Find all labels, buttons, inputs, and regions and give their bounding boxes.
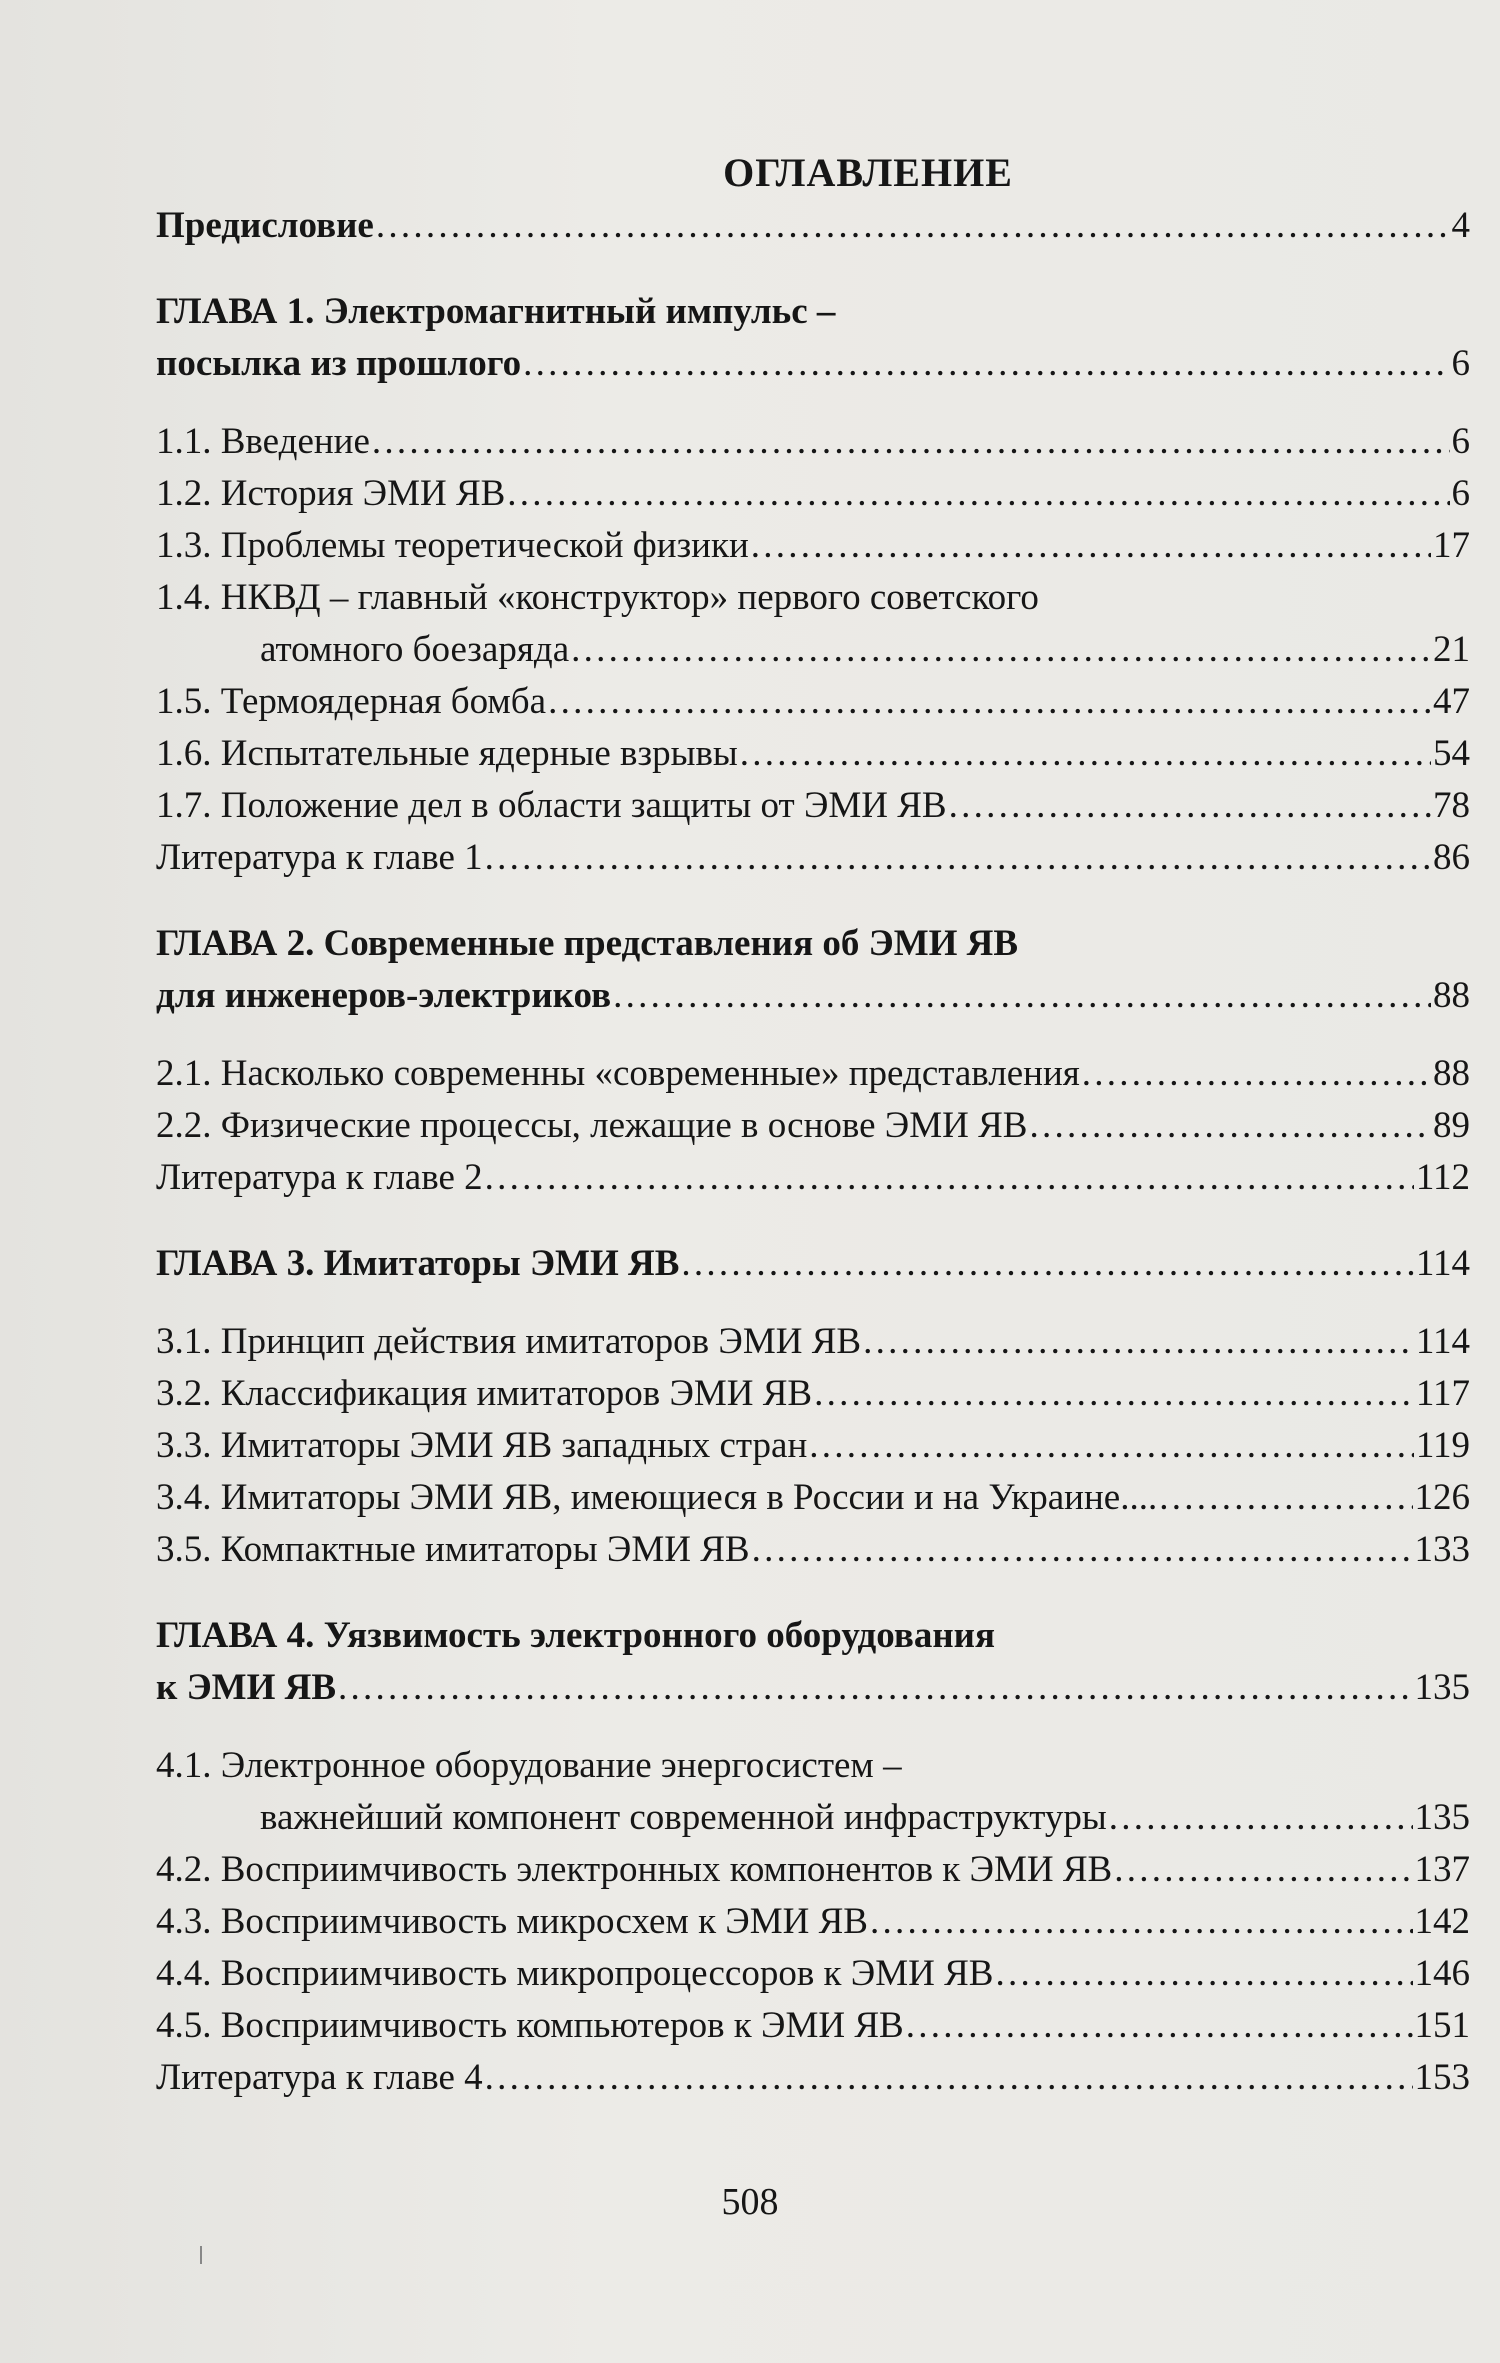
entry-label: 1.1. Введение — [156, 421, 370, 462]
entry-page: 126 — [1414, 1477, 1470, 1518]
leader-dots — [995, 1948, 1412, 2000]
entry-page: 17 — [1433, 525, 1470, 566]
entry-label: 2.1. Насколько современны «современные» представления — [156, 1053, 1080, 1094]
entry-label: 3.2. Классификация имитаторов ЭМИ ЯВ — [156, 1373, 813, 1414]
entry-label: 4.2. Восприимчивость электронных компонентов к ЭМИ ЯВ — [156, 1849, 1113, 1890]
toc-title: ОГЛАВЛЕНИЕ — [723, 150, 1013, 195]
leader-dots — [613, 970, 1431, 1022]
toc-entry — [156, 1316, 1470, 1368]
entry-page: 6 — [1451, 343, 1470, 384]
entry-label: Литература к главе 1 — [156, 837, 483, 878]
toc-entry — [156, 832, 1470, 884]
entry-page: 146 — [1414, 1953, 1470, 1994]
leader-dots — [863, 1316, 1414, 1368]
entry-label: 1.7. Положение дел в области защиты от ЭМИ ЯВ — [156, 785, 947, 826]
leader-dots — [809, 1420, 1414, 1472]
entry-label: 1.3. Проблемы теоретической физики — [156, 525, 749, 566]
entry-page: 153 — [1414, 2057, 1470, 2098]
toc-entry — [156, 780, 1470, 832]
entry-label: 3.1. Принцип действия имитаторов ЭМИ ЯВ — [156, 1321, 862, 1362]
entry-page: 88 — [1433, 1053, 1470, 1094]
leader-dots — [740, 728, 1431, 780]
entry-label-line: важнейший компонент современной инфраструктуры — [260, 1797, 1107, 1838]
page-number: 508 — [721, 2181, 779, 2223]
toc-entry — [156, 1948, 1470, 2000]
entry-page: 137 — [1414, 1849, 1470, 1890]
toc-entry — [156, 520, 1470, 572]
entry-label-line: атомного боезаряда — [260, 629, 570, 670]
leader-dots — [870, 1896, 1413, 1948]
leader-dots — [1109, 1792, 1413, 1844]
entry-label: 4.3. Восприимчивость микросхем к ЭМИ ЯВ — [156, 1901, 868, 1942]
entry-page: 6 — [1451, 421, 1470, 462]
leader-dots — [814, 1368, 1414, 1420]
entry-page: 21 — [1433, 629, 1470, 670]
toc-entry — [156, 728, 1470, 780]
entry-label: 3.4. Имитаторы ЭМИ ЯВ, имеющиеся в России и на Украине.... — [156, 1477, 1158, 1518]
leader-dots — [523, 338, 1449, 390]
leader-dots — [548, 676, 1431, 728]
entry-page: 86 — [1433, 837, 1470, 878]
entry-page: 112 — [1415, 1157, 1470, 1198]
leader-dots — [681, 1238, 1413, 1290]
chapter-heading-line: ГЛАВА 3. Имитаторы ЭМИ ЯВ — [156, 1243, 680, 1284]
chapter-heading-line: для инженеров-электриков — [156, 975, 612, 1016]
entry-label: 3.3. Имитаторы ЭМИ ЯВ западных стран — [156, 1425, 808, 1466]
leader-dots — [1082, 1048, 1431, 1100]
toc-entry — [156, 1524, 1470, 1576]
chapter-heading-line: ГЛАВА 2. Современные представления об ЭМИ ЯВ — [156, 923, 1019, 964]
toc-entry — [156, 1844, 1470, 1896]
toc-entry — [156, 468, 1470, 520]
chapter-heading-line: ГЛАВА 4. Уязвимость электронного оборудования — [156, 1615, 995, 1656]
print-mark — [200, 2246, 202, 2264]
toc-entry — [156, 1896, 1470, 1948]
toc-entry — [156, 2052, 1470, 2104]
toc-entry — [156, 1792, 1470, 1844]
entry-label: 4.4. Восприимчивость микропроцессоров к ЭМИ ЯВ — [156, 1953, 994, 1994]
chapter-heading-line: посылка из прошлого — [156, 343, 522, 384]
entry-page: 117 — [1415, 1373, 1470, 1414]
toc-entry — [156, 624, 1470, 676]
entry-label: 3.5. Компактные имитаторы ЭМИ ЯВ — [156, 1529, 750, 1570]
entry-page: 88 — [1433, 975, 1470, 1016]
leader-dots — [1029, 1100, 1431, 1152]
chapter-heading — [156, 338, 1470, 390]
entry-label: Литература к главе 4 — [156, 2057, 483, 2098]
entry-page: 4 — [1451, 205, 1470, 246]
entry-label: 1.2. История ЭМИ ЯВ — [156, 473, 506, 514]
entry-page: 78 — [1433, 785, 1470, 826]
leader-dots — [949, 780, 1431, 832]
entry-label: Предисловие — [156, 205, 374, 246]
leader-dots — [571, 624, 1431, 676]
leader-dots — [1114, 1844, 1412, 1896]
toc-entry — [156, 1472, 1470, 1524]
leader-dots — [906, 2000, 1413, 2052]
chapter-heading — [156, 970, 1470, 1022]
entry-page: 89 — [1433, 1105, 1470, 1146]
entry-page: 6 — [1451, 473, 1470, 514]
entry-page: 142 — [1414, 1901, 1470, 1942]
entry-label: 1.5. Термоядерная бомба — [156, 681, 547, 722]
toc-entry — [156, 2000, 1470, 2052]
entry-page: 114 — [1415, 1321, 1470, 1362]
toc-entry — [156, 1100, 1470, 1152]
entry-label: 4.5. Восприимчивость компьютеров к ЭМИ ЯВ — [156, 2005, 904, 2046]
entry-page: 151 — [1414, 2005, 1470, 2046]
entry-label: 1.6. Испытательные ядерные взрывы — [156, 733, 738, 774]
leader-dots — [752, 1524, 1413, 1576]
leader-dots — [485, 832, 1431, 884]
leader-dots — [372, 416, 1450, 468]
entry-page: 114 — [1415, 1243, 1470, 1284]
toc-entry — [156, 676, 1470, 728]
entry-label: Литература к главе 2 — [156, 1157, 483, 1198]
leader-dots — [751, 520, 1431, 572]
toc-entry — [156, 1420, 1470, 1472]
leader-dots — [338, 1662, 1412, 1714]
chapter-heading — [156, 1662, 1470, 1714]
entry-page: 135 — [1414, 1797, 1470, 1838]
entry-page: 119 — [1415, 1425, 1470, 1466]
entry-page: 47 — [1433, 681, 1470, 722]
chapter-heading — [156, 1238, 1470, 1290]
leader-dots — [485, 1152, 1414, 1204]
toc-entry-preface — [156, 200, 1470, 252]
entry-page: 135 — [1414, 1667, 1470, 1708]
chapter-heading-line: к ЭМИ ЯВ — [156, 1667, 337, 1708]
leader-dots — [1159, 1472, 1412, 1524]
toc-entry — [156, 1368, 1470, 1420]
entry-label-line: 4.1. Электронное оборудование энергосистем – — [156, 1745, 902, 1786]
toc-entry — [156, 1048, 1470, 1100]
entry-label: 2.2. Физические процессы, лежащие в основе ЭМИ ЯВ — [156, 1105, 1028, 1146]
leader-dots — [507, 468, 1449, 520]
leader-dots — [485, 2052, 1413, 2104]
toc-entry — [156, 1152, 1470, 1204]
entry-page: 54 — [1433, 733, 1470, 774]
chapter-heading-line: ГЛАВА 1. Электромагнитный импульс – — [156, 291, 836, 332]
table-of-contents — [156, 146, 1470, 2104]
entry-label-line: 1.4. НКВД – главный «конструктор» первого советского — [156, 577, 1039, 618]
leader-dots — [376, 200, 1450, 252]
toc-entry — [156, 416, 1470, 468]
entry-page: 133 — [1414, 1529, 1470, 1570]
